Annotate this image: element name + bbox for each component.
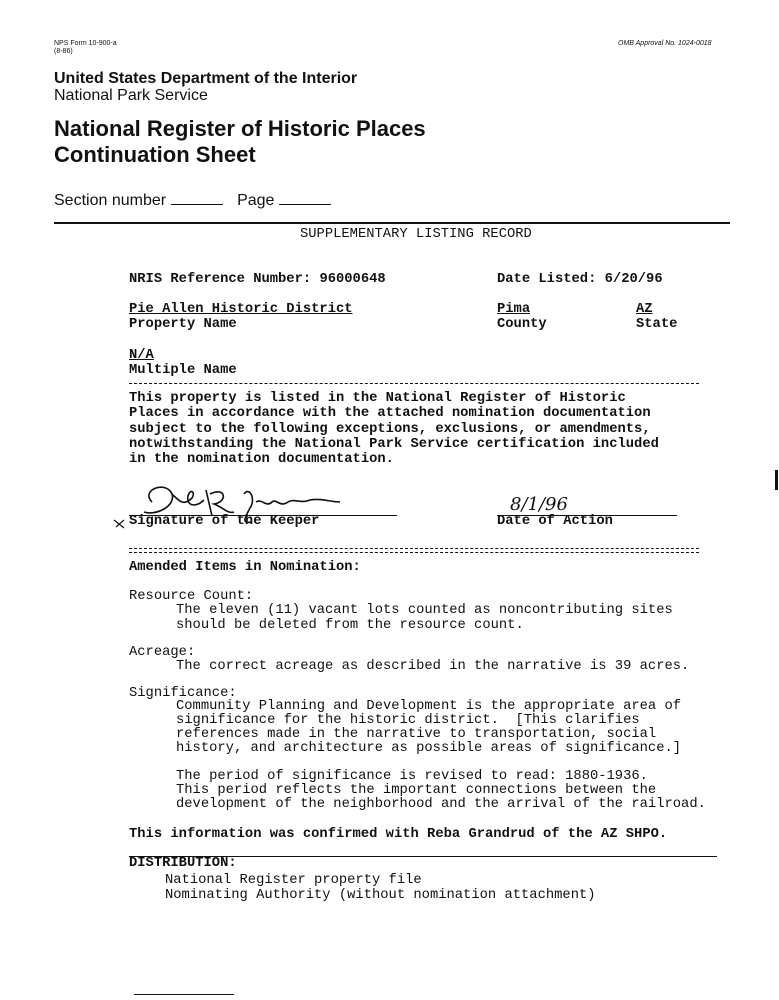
state-value: AZ [636, 302, 653, 317]
distribution-item: National Register property file [165, 873, 422, 888]
section-number-label: Section number [54, 192, 167, 209]
date-of-action-label: Date of Action [497, 514, 613, 529]
scan-mark-bottom [134, 994, 234, 995]
nris-reference [129, 272, 386, 287]
page-title: National Register of Historic Places [54, 116, 426, 141]
significance-text: Community Planning and Development is the appropriate area of significance for the historic district. [This clarifies references made in the narrative to transportation, social history, and architecture as possible areas of significance.] [176, 699, 682, 756]
period-of-significance-text: The period of significance is revised to read: 1880-1936. This period reflects the important connections between the development of the neighborhood and the arrival of the railroad. [176, 769, 706, 812]
confirmation-text: This information was confirmed with Reba Grandrud of the AZ SHPO. [129, 827, 668, 842]
header-divider [54, 222, 730, 224]
keeper-signature [100, 472, 360, 542]
omb-approval: OMB Approval No. 1024-0018 [618, 40, 712, 47]
section-page-line [54, 192, 345, 210]
amended-heading: Amended Items in Nomination: [129, 560, 361, 575]
nris-number: 96000648 [319, 272, 386, 287]
multiple-name-label: Multiple Name [129, 363, 237, 378]
county-label: County [497, 317, 547, 332]
date-listed [497, 272, 663, 287]
agency-name: National Park Service [54, 87, 208, 104]
double-dashed-divider [129, 548, 699, 553]
acreage-label: Acreage: [129, 645, 196, 660]
page-number-blank [279, 192, 331, 205]
listing-statement: This property is listed in the National Register of Historic Places in accordance with the attached nomination documentation subject to the following exceptions, exclusions, or amendments, notwithstanding the National Park Service certification included in the nomination documentation. [129, 391, 659, 468]
resource-count-label: Resource Count: [129, 589, 254, 604]
county-value: Pima [497, 302, 531, 317]
date-listed-label: Date Listed: [497, 272, 597, 287]
form-number: NPS Form 10-900-a (8-86) [54, 40, 117, 55]
signature-label: Signature of the Keeper [129, 514, 320, 529]
date-of-action-handwritten: 8/1/96 [510, 494, 568, 515]
record-heading: SUPPLEMENTARY LISTING RECORD [300, 227, 532, 242]
property-name-label: Property Name [129, 317, 237, 332]
resource-count-text: The eleven (11) vacant lots counted as noncontributing sites should be deleted from the resource count. [176, 603, 673, 634]
acreage-text: The correct acreage as described in the narrative is 39 acres. [176, 659, 690, 674]
section-number-blank [171, 192, 223, 205]
significance-label: Significance: [129, 686, 237, 701]
page-label: Page [237, 192, 275, 209]
distribution-label: DISTRIBUTION: [129, 856, 237, 871]
distribution-item: Nominating Authority (without nomination attachment) [165, 888, 596, 903]
state-label: State [636, 317, 678, 332]
property-name-value: Pie Allen Historic District [129, 302, 353, 317]
date-listed-value: 6/20/96 [604, 272, 663, 287]
dashed-divider-top [129, 383, 699, 384]
nris-label: NRIS Reference Number: [129, 272, 312, 287]
scan-mark-right [775, 470, 778, 490]
department-name: United States Department of the Interior [54, 70, 358, 87]
multiple-name-value: N/A [129, 348, 154, 363]
page-subtitle: Continuation Sheet [54, 142, 256, 167]
